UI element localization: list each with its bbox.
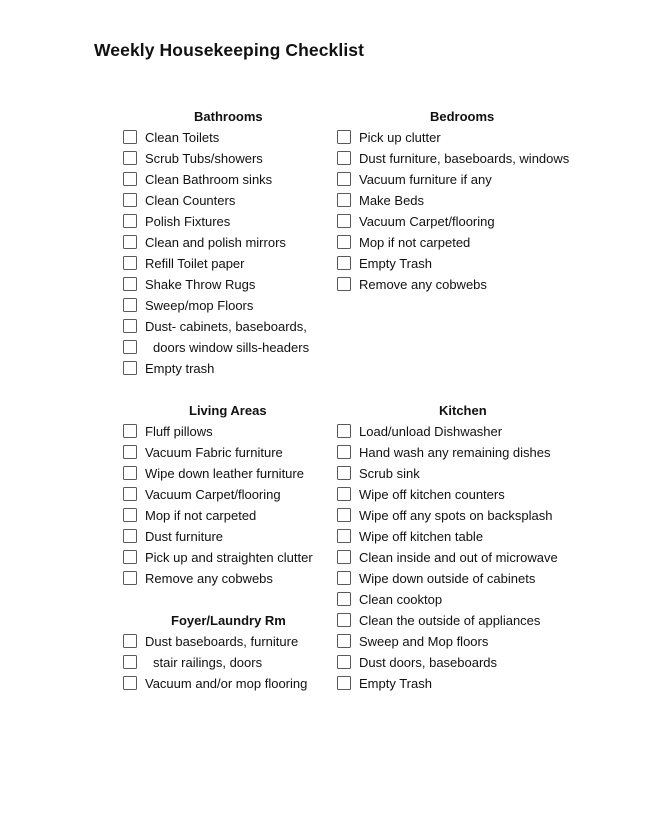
checklist-item [123, 148, 373, 169]
checklist-item-label: Empty trash [145, 361, 215, 376]
checkbox[interactable] [337, 571, 351, 585]
checklist-item [123, 211, 373, 232]
section-bedrooms [337, 106, 587, 295]
checklist [123, 421, 373, 589]
checkbox[interactable] [123, 550, 137, 564]
checklist-item-label: Vacuum and/or mop flooring [145, 676, 308, 691]
checklist-item [123, 127, 373, 148]
checklist-item [123, 568, 373, 589]
checklist-item-label: Clean Toilets [145, 130, 220, 145]
checkbox[interactable] [337, 529, 351, 543]
page-title: Weekly Housekeeping Checklist [94, 40, 365, 60]
checkbox[interactable] [337, 151, 351, 165]
checklist-item [337, 505, 587, 526]
checklist-item-label: Dust furniture [145, 529, 224, 544]
checklist-item [123, 652, 373, 673]
checkbox[interactable] [123, 676, 137, 690]
section-foyer-laundry [123, 610, 373, 694]
checklist [337, 127, 587, 295]
checklist-item [123, 505, 373, 526]
checklist-item-label: Fluff pillows [145, 424, 213, 439]
checklist-item-label: Vacuum furniture if any [359, 172, 492, 187]
checklist-item [123, 484, 373, 505]
checklist-item-label: Remove any cobwebs [359, 277, 487, 292]
checkbox[interactable] [123, 529, 137, 543]
checklist-item [337, 232, 587, 253]
checklist-item-label: Pick up and straighten clutter [145, 550, 313, 565]
checklist-item [337, 631, 587, 652]
checklist-item-label: Wipe down outside of cabinets [359, 571, 536, 586]
checklist-item-label: Sweep and Mop floors [359, 634, 489, 649]
checkbox[interactable] [123, 571, 137, 585]
checklist-item-label: Clean Counters [145, 193, 236, 208]
checkbox[interactable] [337, 592, 351, 606]
checklist-item [337, 211, 587, 232]
checkbox[interactable] [123, 277, 137, 291]
checklist-item-label: doors window sills-headers [153, 340, 310, 355]
checklist-item [337, 463, 587, 484]
checklist-item [337, 442, 587, 463]
checkbox[interactable] [123, 634, 137, 648]
checkbox[interactable] [123, 151, 137, 165]
checkbox[interactable] [123, 361, 137, 375]
checkbox[interactable] [123, 130, 137, 144]
section-heading: Kitchen [439, 403, 487, 418]
checklist-item-label: Clean the outside of appliances [359, 613, 541, 628]
checkbox[interactable] [337, 193, 351, 207]
checklist [123, 127, 373, 379]
section-bathrooms [123, 106, 373, 379]
checklist-item-label: Hand wash any remaining dishes [359, 445, 551, 460]
checklist-item-label: Empty Trash [359, 676, 432, 691]
checklist-item [123, 337, 373, 358]
checklist-item-label: Pick up clutter [359, 130, 441, 145]
checkbox[interactable] [123, 235, 137, 249]
checklist-item [337, 127, 587, 148]
checklist-item [123, 274, 373, 295]
checkbox[interactable] [123, 466, 137, 480]
checklist-item [337, 568, 587, 589]
section-heading: Bathrooms [194, 109, 263, 124]
checkbox[interactable] [123, 214, 137, 228]
checklist-item [337, 253, 587, 274]
checklist-item [337, 652, 587, 673]
checklist-item-label: Sweep/mop Floors [145, 298, 254, 313]
checkbox[interactable] [123, 319, 137, 333]
checkbox[interactable] [337, 445, 351, 459]
checklist-item-label: Scrub sink [359, 466, 420, 481]
checklist-item [123, 673, 373, 694]
checklist-item [123, 421, 373, 442]
checklist-item-label: Vacuum Carpet/flooring [145, 487, 281, 502]
checklist-item [123, 253, 373, 274]
checklist-item-label: Scrub Tubs/showers [145, 151, 263, 166]
checklist-item [123, 631, 373, 652]
checkbox[interactable] [337, 487, 351, 501]
checklist-item [123, 169, 373, 190]
checklist-item [123, 190, 373, 211]
section-heading: Living Areas [189, 403, 267, 418]
checklist-item-label: Wipe down leather furniture [145, 466, 304, 481]
checklist-item [337, 169, 587, 190]
checkbox[interactable] [337, 550, 351, 564]
checklist-item [123, 358, 373, 379]
checkbox[interactable] [123, 256, 137, 270]
checklist-item-label: Remove any cobwebs [145, 571, 273, 586]
checkbox[interactable] [337, 466, 351, 480]
checkbox[interactable] [123, 172, 137, 186]
checkbox[interactable] [337, 508, 351, 522]
checklist-item-label: Polish Fixtures [145, 214, 231, 229]
checklist-item [337, 589, 587, 610]
checklist-item [123, 463, 373, 484]
checklist-item-label: Dust doors, baseboards [359, 655, 498, 670]
checklist-item [337, 190, 587, 211]
checkbox[interactable] [337, 277, 351, 291]
checklist [337, 421, 587, 694]
checklist [123, 631, 373, 694]
checklist-item-label: Vacuum Carpet/flooring [359, 214, 495, 229]
checklist-item [123, 316, 373, 337]
checklist-item-label: Dust furniture, baseboards, windows [359, 151, 570, 166]
section-kitchen [337, 400, 587, 694]
checklist-item [337, 673, 587, 694]
checklist-item [337, 547, 587, 568]
checkbox[interactable] [337, 256, 351, 270]
checkbox[interactable] [337, 235, 351, 249]
checklist-item [123, 526, 373, 547]
checklist-item-label: Dust- cabinets, baseboards, [145, 319, 307, 334]
checklist-item [123, 232, 373, 253]
section-heading: Foyer/Laundry Rm [171, 613, 286, 628]
checklist-item [337, 484, 587, 505]
checklist-item [337, 526, 587, 547]
checkbox[interactable] [123, 298, 137, 312]
checklist-item-label: Shake Throw Rugs [145, 277, 256, 292]
checklist-item [337, 421, 587, 442]
checklist-item-label: stair railings, doors [153, 655, 263, 670]
section-heading: Bedrooms [430, 109, 495, 124]
checklist-item-label: Load/unload Dishwasher [359, 424, 503, 439]
checklist-item-label: Clean inside and out of microwave [359, 550, 558, 565]
checklist-item-label: Clean Bathroom sinks [145, 172, 273, 187]
checkbox[interactable] [123, 655, 137, 669]
checklist-item-label: Vacuum Fabric furniture [145, 445, 283, 460]
checkbox[interactable] [337, 424, 351, 438]
checkbox[interactable] [123, 424, 137, 438]
checklist-item-label: Clean and polish mirrors [145, 235, 286, 250]
checkbox[interactable] [337, 130, 351, 144]
checklist-item [123, 547, 373, 568]
checklist-item [123, 442, 373, 463]
checklist-item-label: Mop if not carpeted [145, 508, 257, 523]
checklist-item-label: Make Beds [359, 193, 425, 208]
checklist-item-label: Wipe off kitchen table [359, 529, 484, 544]
checkbox[interactable] [123, 193, 137, 207]
checkbox[interactable] [337, 172, 351, 186]
checklist-item-label: Dust baseboards, furniture [145, 634, 299, 649]
section-living-areas [123, 400, 373, 589]
checklist-item [337, 148, 587, 169]
checkbox[interactable] [123, 340, 137, 354]
checklist-item-label: Wipe off kitchen counters [359, 487, 505, 502]
checklist-item-label: Empty Trash [359, 256, 432, 271]
checklist-item-label: Refill Toilet paper [145, 256, 245, 271]
checkbox[interactable] [123, 445, 137, 459]
checkbox[interactable] [123, 487, 137, 501]
checkbox[interactable] [337, 214, 351, 228]
checklist-item-label: Wipe off any spots on backsplash [359, 508, 553, 523]
checkbox[interactable] [123, 508, 137, 522]
checklist-item-label: Mop if not carpeted [359, 235, 471, 250]
checklist-item [123, 295, 373, 316]
checklist-item [337, 274, 587, 295]
checklist-item-label: Clean cooktop [359, 592, 443, 607]
